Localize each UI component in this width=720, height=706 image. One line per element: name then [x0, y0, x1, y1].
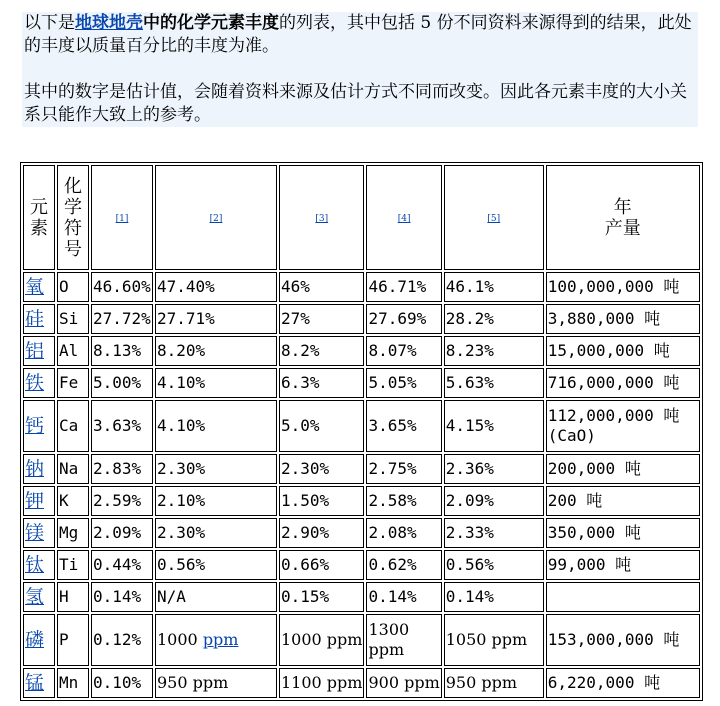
value-cell: 46.71% [366, 272, 441, 302]
value-cell: 0.62% [366, 550, 441, 580]
element-link[interactable]: 镁 [25, 521, 45, 544]
value-cell: 46% [279, 272, 364, 302]
intro-text: 以下是 [24, 13, 75, 33]
table-row [23, 304, 700, 334]
symbol-cell: H [57, 582, 89, 612]
header-ref-4 [366, 165, 441, 270]
ref-link-5[interactable]: [5] [487, 214, 501, 224]
value-cell: 8.20% [155, 336, 277, 366]
production-cell: 99,000 吨 [546, 550, 700, 580]
value-cell: 0.14% [366, 582, 441, 612]
symbol-cell: O [57, 272, 89, 302]
value-cell: 2.10% [155, 486, 277, 516]
intro-block [22, 12, 698, 127]
value-cell: 27.72% [91, 304, 153, 334]
production-cell: 153,000,000 吨 [546, 614, 700, 666]
value-cell: 1000 ppm [155, 614, 277, 666]
value-cell: 1300 ppm [366, 614, 441, 666]
production-cell: 3,880,000 吨 [546, 304, 700, 334]
value-cell: N/A [155, 582, 277, 612]
value-cell: 2.75% [366, 454, 441, 484]
value-cell: 2.09% [91, 518, 153, 548]
value-cell: 3.63% [91, 400, 153, 452]
value-cell: 5.63% [444, 368, 544, 398]
element-link[interactable]: 钛 [25, 553, 45, 576]
value-cell: 4.10% [155, 400, 277, 452]
value-cell: 47.40% [155, 272, 277, 302]
table-row [23, 550, 700, 580]
value-cell: 8.13% [91, 336, 153, 366]
value-cell: 0.12% [91, 614, 153, 666]
header-element: 元 素 [23, 165, 55, 270]
element-link[interactable]: 锰 [25, 671, 45, 694]
value-cell: 0.14% [91, 582, 153, 612]
value-cell: 2.90% [279, 518, 364, 548]
value-cell: 2.33% [444, 518, 544, 548]
value-cell: 1100 ppm [279, 668, 364, 698]
value-cell: 2.09% [444, 486, 544, 516]
symbol-cell: Ca [57, 400, 89, 452]
symbol-cell: Si [57, 304, 89, 334]
symbol-cell: Al [57, 336, 89, 366]
production-cell [546, 582, 700, 612]
production-cell: 112,000,000 吨 (CaO) [546, 400, 700, 452]
element-link[interactable]: 铝 [25, 339, 45, 362]
intro-bold-text: 中的化学元素丰度 [143, 13, 279, 33]
symbol-cell: K [57, 486, 89, 516]
value-cell: 46.60% [91, 272, 153, 302]
table-row [23, 668, 700, 698]
value-cell: 1000 ppm [279, 614, 364, 666]
value-cell: 0.10% [91, 668, 153, 698]
table-row [23, 518, 700, 548]
element-abundance-table [20, 162, 703, 701]
value-cell: 8.07% [366, 336, 441, 366]
header-ref-2 [155, 165, 277, 270]
value-cell: 2.30% [155, 518, 277, 548]
table-row [23, 336, 700, 366]
value-cell: 8.2% [279, 336, 364, 366]
production-cell: 350,000 吨 [546, 518, 700, 548]
value-cell: 3.65% [366, 400, 441, 452]
symbol-cell: Mn [57, 668, 89, 698]
table-row [23, 454, 700, 484]
value-cell: 5.05% [366, 368, 441, 398]
symbol-cell: P [57, 614, 89, 666]
header-ref-1 [91, 165, 153, 270]
header-ref-3 [279, 165, 364, 270]
intro-text: 的列表，其中包括 5 份不同资料来源得到的结果，此处的丰度以质量百分比的丰度为准。 [24, 13, 692, 56]
value-cell: 2.36% [444, 454, 544, 484]
value-cell: 2.30% [279, 454, 364, 484]
intro-paragraph-2: 其中的数字是估计值，会随着资料来源及估计方式不同而改变。因此各元素丰度的大小关系只能作大致上的参考。 [24, 82, 687, 125]
production-cell: 200,000 吨 [546, 454, 700, 484]
value-cell: 46.1% [444, 272, 544, 302]
value-cell: 28.2% [444, 304, 544, 334]
value-cell: 4.15% [444, 400, 544, 452]
ppm-link[interactable]: ppm [202, 630, 239, 649]
header-production: 年 产量 [546, 165, 700, 270]
element-link[interactable]: 钠 [25, 457, 45, 480]
symbol-cell: Mg [57, 518, 89, 548]
table-row [23, 486, 700, 516]
value-cell: 27% [279, 304, 364, 334]
header-ref-5 [444, 165, 544, 270]
value-cell: 2.83% [91, 454, 153, 484]
value-cell: 0.44% [91, 550, 153, 580]
symbol-cell: Na [57, 454, 89, 484]
value-cell: 27.71% [155, 304, 277, 334]
value-cell: 950 ppm [444, 668, 544, 698]
value-cell: 0.14% [444, 582, 544, 612]
table-row [23, 614, 700, 666]
ref-link-2[interactable]: [2] [209, 214, 223, 224]
intro-paragraph-1 [22, 12, 698, 58]
element-link[interactable]: 硅 [25, 307, 45, 330]
table-row [23, 400, 700, 452]
value-cell: 0.66% [279, 550, 364, 580]
value-cell: 2.58% [366, 486, 441, 516]
value-cell: 0.56% [155, 550, 277, 580]
production-cell: 6,220,000 吨 [546, 668, 700, 698]
value-cell: 4.10% [155, 368, 277, 398]
value-cell: 1050 ppm [444, 614, 544, 666]
ref-link-3[interactable]: [3] [315, 214, 329, 224]
value-cell: 0.56% [444, 550, 544, 580]
value-cell: 2.59% [91, 486, 153, 516]
production-cell: 200 吨 [546, 486, 700, 516]
element-link[interactable]: 磷 [25, 628, 45, 651]
production-cell: 716,000,000 吨 [546, 368, 700, 398]
ref-link-1[interactable]: [1] [115, 214, 129, 224]
production-cell: 100,000,000 吨 [546, 272, 700, 302]
value-cell: 950 ppm [155, 668, 277, 698]
value-cell: 0.15% [279, 582, 364, 612]
value-cell: 2.08% [366, 518, 441, 548]
value-cell: 2.30% [155, 454, 277, 484]
table-header-row [23, 165, 700, 270]
ref-link-4[interactable]: [4] [397, 214, 411, 224]
value-cell: 5.00% [91, 368, 153, 398]
production-cell: 15,000,000 吨 [546, 336, 700, 366]
value-cell: 5.0% [279, 400, 364, 452]
value-cell: 900 ppm [366, 668, 441, 698]
header-symbol: 化 学 符 号 [57, 165, 89, 270]
table-row [23, 368, 700, 398]
link-crust[interactable]: 地壳 [109, 13, 143, 33]
element-link[interactable]: 氢 [25, 585, 45, 608]
table-row [23, 582, 700, 612]
element-link[interactable]: 氧 [25, 275, 45, 298]
value-cell: 8.23% [444, 336, 544, 366]
element-link[interactable]: 钙 [25, 414, 45, 437]
link-earth[interactable]: 地球 [75, 13, 109, 33]
table-row [23, 272, 700, 302]
value-cell: 27.69% [366, 304, 441, 334]
value-cell: 1.50% [279, 486, 364, 516]
element-link[interactable]: 铁 [25, 371, 45, 394]
value-cell: 6.3% [279, 368, 364, 398]
symbol-cell: Fe [57, 368, 89, 398]
symbol-cell: Ti [57, 550, 89, 580]
element-link[interactable]: 钾 [25, 489, 45, 512]
